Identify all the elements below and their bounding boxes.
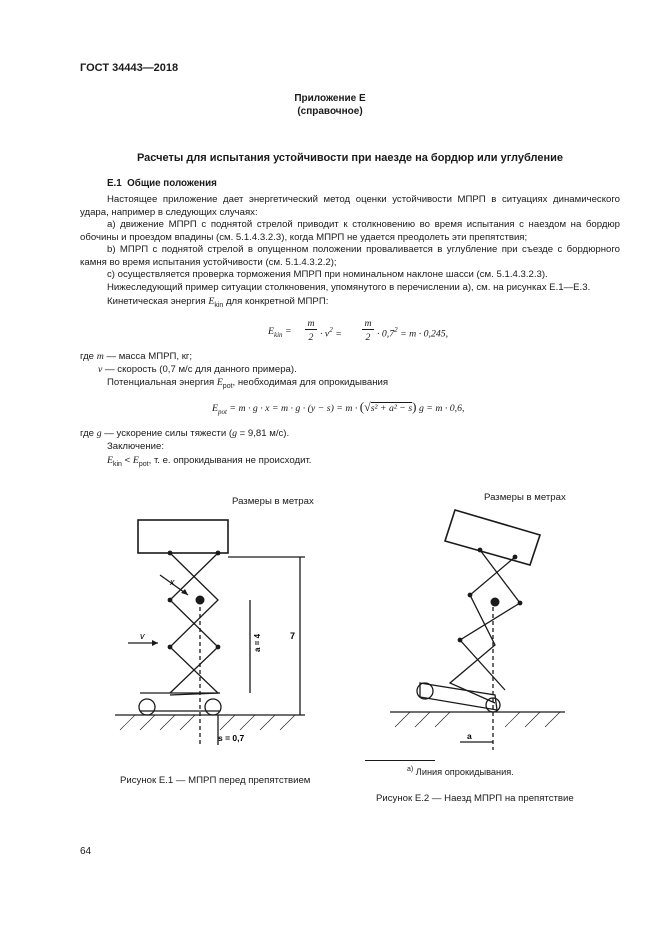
fig1-joint [168, 551, 173, 556]
sym-g2: g [232, 428, 237, 439]
footnote-mark: а) [407, 766, 414, 773]
fig2-hatch [525, 712, 540, 727]
fig1-center-of-mass [196, 596, 205, 605]
where-word: где [80, 351, 95, 362]
paragraph-example: Нижеследующий пример ситуации столкновения, упомянутого в перечислении а), см. на рисунках Е.1—Е.3. [107, 282, 591, 293]
where-m [80, 351, 192, 362]
footnote [407, 766, 514, 777]
section-title: Общие положения [127, 178, 217, 189]
fig1-wheel-left [139, 699, 155, 715]
appendix-title [230, 92, 430, 118]
fig2-hatch [395, 712, 410, 727]
c-sub2: pot [138, 460, 149, 468]
fig2-label-a: а [467, 731, 472, 741]
fig1-hatch [140, 715, 155, 730]
sym-g: g [96, 428, 102, 439]
f1-den: 2 [308, 332, 314, 343]
fig1-size-note: Размеры в метрах [232, 496, 314, 507]
fig2-joint [458, 638, 463, 643]
fig2-hatch [415, 712, 430, 727]
fig1-hatch [260, 715, 275, 730]
f2-text1: = m · g · x = m · g · (y − s) = m · [229, 403, 358, 414]
f1-rhs2: · 0,7 [377, 328, 395, 340]
fig1-hatch [240, 715, 255, 730]
f1-den2: 2 [365, 332, 371, 343]
formula-potential: $E_{pot} = m \cdot g \cdot x = m \cdot g \cdot (y - s) = m \cdot (√s^2 + a^2 - s) g = m \cdot 0,6$, [212, 399, 465, 416]
fig2-joint [518, 601, 523, 606]
sym-m: m [96, 351, 104, 362]
footnote-text: Линия опрокидывания. [415, 767, 514, 778]
fig1-label-v: v [140, 631, 145, 641]
fig1-caption: Рисунок Е.1 — МПРП перед препятствием [120, 775, 311, 786]
sym-e2: E [216, 377, 223, 388]
f1-rhs3: = m · 0,245, [400, 328, 449, 340]
section-heading [107, 178, 217, 189]
paragraph-intro: Настоящее приложение дает энергетический метод оценки устойчивости МПРП в ситуациях динамического удара, например в следующих случаях: [80, 194, 620, 218]
kinetic-intro: Кинетическая энергия [107, 296, 206, 307]
fig1-scissor-b [170, 553, 218, 693]
where-v-text: — скорость (0,7 м/с для данного примера). [105, 364, 297, 375]
potential-tail: , необходимая для опрокидывания [232, 377, 389, 388]
paragraph-b: b) МПРП с поднятой стрелой в опущенном положении проваливается в углубление при съезде с бордюрного камня во время испытания устойчивости (см. 5.1.4.3.2.2); [80, 244, 620, 268]
f2-text2: g = m · 0,6, [418, 403, 465, 414]
paragraph-a: a) движение МПРП с поднятой стрелой приводит к столкновению во время испытания с наездом на бордюр обочины и проездом впадины (см. 5.1.4.3.2.3), когда МПРП не удается преодолеть эти препятствия; [80, 219, 620, 243]
fig1-label-a: a = 4 [253, 633, 262, 652]
fig1-hatch [280, 715, 295, 730]
fig1-label-x: x [170, 577, 175, 587]
c-text: , т. е. опрокидывания не происходит. [148, 455, 312, 466]
fig2-hatch [545, 712, 560, 727]
fig1-hatch [220, 715, 235, 730]
sub-pot: pot [222, 382, 233, 390]
fig2-joint [513, 555, 518, 560]
footnote-rule [365, 760, 435, 761]
paragraph-potential [107, 377, 388, 390]
f2-e: E [212, 403, 218, 414]
f2-sub: pot [217, 407, 227, 416]
potential-intro: Потенциальная энергия [107, 377, 215, 388]
fig2-platform [445, 510, 540, 565]
figure-e1 [110, 515, 325, 750]
fig2-joint [478, 548, 483, 553]
fig1-label-s: s = 0,7 [218, 733, 245, 743]
kinetic-tail: для конкретной МПРП: [225, 296, 329, 307]
f1-rhs1: · v [320, 328, 330, 340]
appendix-name: Приложение Е [294, 93, 366, 104]
sub-kin: kin [214, 301, 224, 309]
fig1-joint [168, 645, 173, 650]
fig2-caption: Рисунок Е.2 — Наезд МПРП на препятствие [376, 793, 574, 804]
fig2-joint [468, 593, 473, 598]
f2-radicand: s² + a² − s [370, 403, 413, 414]
fig1-platform [138, 520, 228, 553]
paragraph-c: c) осуществляется проверка торможения МПРП при номинальном наклоне шасси (см. 5.1.4.3.2.3). [107, 269, 548, 280]
fig1-hatch [160, 715, 175, 730]
fig1-label-y: 7 [290, 631, 296, 641]
fig2-size-note: Размеры в метрах [484, 492, 566, 503]
f1-num: m [305, 318, 317, 330]
where-g-val: = 9,81 м/с). [239, 428, 290, 439]
fig2-hatch [435, 712, 450, 727]
where-v [98, 364, 297, 375]
c-sub1: kin [112, 460, 122, 468]
fig1-arrowhead [181, 589, 188, 595]
fig2-center-of-mass [491, 598, 500, 607]
f1-num2: m [362, 318, 374, 330]
where-word2: где [80, 428, 95, 439]
fig1-joint [216, 551, 221, 556]
c-e2: E [132, 455, 139, 466]
page-number: 64 [80, 846, 92, 857]
fig1-hatch [120, 715, 135, 730]
figure-e2 [385, 505, 590, 755]
fig1-hatch [180, 715, 195, 730]
f1-sub: kin [273, 330, 283, 339]
c-e1: E [107, 455, 113, 466]
fig2-scissor-a [460, 550, 520, 690]
fig1-joint [216, 645, 221, 650]
where-m-text: — масса МПРП, кг; [106, 351, 193, 362]
section-number: Е.1 [107, 178, 122, 189]
standard-header: ГОСТ 34443—2018 [80, 62, 179, 74]
c-lt: < [124, 455, 131, 466]
sym-v: v [98, 364, 103, 375]
fig2-hatch [505, 712, 520, 727]
fig1-arrowhead [152, 640, 158, 646]
paragraph-kinetic [80, 296, 620, 312]
where-g-text: — ускорение силы тяжести ( [104, 428, 233, 439]
symbol-e: E [208, 296, 215, 307]
where-g [80, 428, 289, 439]
main-title: Расчеты для испытания устойчивости при наезде на бордюр или углубление [136, 152, 563, 164]
fig1-joint [168, 598, 173, 603]
fig1-wheel-right [205, 699, 221, 715]
fig2-scissor-b [450, 557, 515, 703]
appendix-type: (справочное) [297, 106, 363, 117]
conclusion-text [107, 455, 311, 468]
conclusion-label: Заключение: [107, 441, 165, 452]
f1-e: E [268, 326, 274, 337]
